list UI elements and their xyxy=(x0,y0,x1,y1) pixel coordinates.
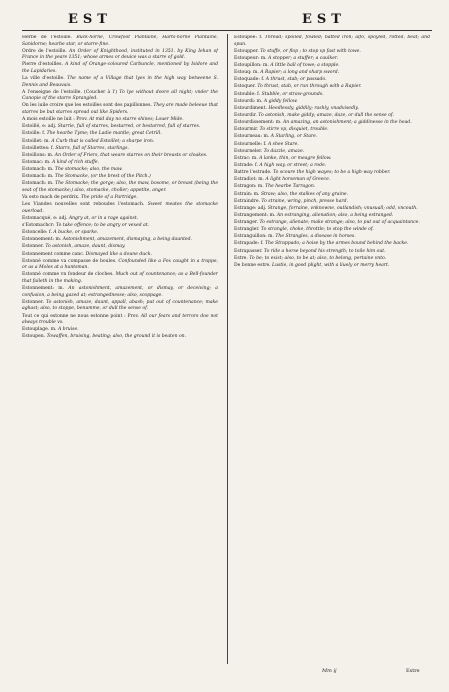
entry-translation: A stopper; a stuffer; a caulker. xyxy=(268,55,339,61)
entry-translation: To stuffe, or flop ; to stop vp fast with towe. xyxy=(260,48,361,54)
entry-headword: Battre l'estrade. xyxy=(234,170,272,176)
entry-translation: Starrs, full of Starres, starlings. xyxy=(55,145,129,151)
entry-headword: Estourneau: m. xyxy=(234,134,270,140)
entry-translation: A Starling, or Stare. xyxy=(270,134,318,140)
entry-headword: Estourdi: m. xyxy=(234,98,263,104)
dictionary-entry xyxy=(22,117,218,124)
dictionary-entry xyxy=(234,234,430,241)
dictionary-entry xyxy=(234,192,430,199)
entry-translation: To scoure the high wayes; to be a high-way robber. xyxy=(272,170,391,176)
entry-translation: Astonishment, amazement, dismaying, a being daunted. xyxy=(62,237,192,243)
entry-translation: Straw; also, the stalkes of any graine. xyxy=(260,191,349,197)
entry-headword: Estomach: m. xyxy=(22,167,54,173)
dictionary-entry xyxy=(22,174,218,181)
entry-headword: Estragon: m. xyxy=(234,184,264,190)
entry-translation: An estranging, alienation; also, a being estranged. xyxy=(276,212,394,218)
dictionary-entry xyxy=(22,139,218,146)
entry-translation: A bucke, or sparke. xyxy=(53,230,99,236)
entry-translation: Much out of countenance; as a Bell-founder that faileth in the making. xyxy=(22,272,218,284)
entry-translation: To be; to exist; also, to be at; also, to belong, pertaine vnto. xyxy=(249,255,387,261)
entry-headword: Estomacqué, e: adj. xyxy=(22,215,68,221)
entry-headword: Estourdir. xyxy=(234,112,257,118)
entry-translation: The Stomacke; the gorge; also, the maw, bosome, or breast (being the seat of the stomacke;) also, stomacke, choller; appetite, anger. xyxy=(22,181,218,193)
entry-headword: Estre. xyxy=(234,255,248,261)
entry-headword: Estoillé, e: adj. xyxy=(22,124,57,130)
entry-headword: Estranger. xyxy=(234,220,259,226)
dictionary-entry xyxy=(22,300,218,313)
dictionary-entry xyxy=(234,35,430,48)
entry-translation: Stubble, or straw-grounds. xyxy=(261,91,324,97)
dictionary-entry xyxy=(22,314,218,327)
dictionary-entry xyxy=(22,153,218,160)
entry-translation: The hearbe Tyme; the Ladie mantle; great Cetrill. xyxy=(46,131,162,137)
running-header xyxy=(22,10,432,30)
entry-headword: Estonné comme va compasse de boules. xyxy=(22,258,117,264)
entry-translation: The hearbe Tarragon. xyxy=(265,184,316,190)
entry-translation: An Order of Knighthood, instituted in 1351. by King Iehan of France in the yeare 1351; whose armes or deuice was a starre of gold. xyxy=(22,48,218,61)
entry-translation: To thrust, stab, or run through with a Rapier. xyxy=(257,84,362,90)
entry-headword: Estrapasser. xyxy=(234,248,263,254)
entry-headword: Estradiot: m. xyxy=(234,177,265,183)
dictionary-entry xyxy=(234,184,430,191)
dictionary-entry xyxy=(234,49,430,56)
entry-headword: Estoquer. xyxy=(234,84,256,90)
dictionary-entry xyxy=(22,167,218,174)
entry-translation: Towaffen, bruising, beating; also, the ground it is beaten on. xyxy=(46,334,187,340)
entry-translation: The pride of a Partridge. xyxy=(80,195,138,201)
header-left: EST xyxy=(68,12,112,27)
entry-headword: Estraindre. xyxy=(234,198,260,204)
left-column xyxy=(22,35,218,661)
entry-translation: To ride a horse beyond his strength; to toile him out. xyxy=(263,248,386,254)
entry-headword: Estrangement: m. xyxy=(234,212,276,218)
right-column xyxy=(234,35,430,661)
entry-headword: Estrapade: f. xyxy=(234,241,264,247)
entry-headword: Estourneler. xyxy=(234,148,263,154)
entry-headword: Estoupeur: m. xyxy=(234,55,267,61)
entry-translation: An Order of Friers, that weare starres on their breasts or cloakes. xyxy=(54,152,208,158)
dictionary-entry xyxy=(234,120,430,127)
dictionary-entry xyxy=(234,156,430,163)
entry-translation: A bruise. xyxy=(57,327,79,333)
dictionary-entry xyxy=(234,92,430,99)
entry-translation: A little ball of towe; a stopple. xyxy=(270,62,340,68)
entry-headword: Estoillettes: f. xyxy=(22,145,54,151)
entry-translation: A light horseman of Greece. xyxy=(265,177,331,183)
entry-headword: Estourdiment. xyxy=(234,105,267,111)
entry-translation: The Strappado; a hoise by the armes bound behind the backe. xyxy=(264,241,409,247)
dictionary-entry xyxy=(234,220,430,227)
entry-translation: A giddy fellow. xyxy=(263,98,298,104)
entry-translation: At mid day no starre shines; Louer Mide. xyxy=(89,117,184,123)
entry-headword: La ville d'estoille. xyxy=(22,76,65,82)
dictionary-entry xyxy=(22,223,218,230)
dictionary-entry xyxy=(234,84,430,91)
dictionary-entry xyxy=(22,131,218,138)
dictionary-entry xyxy=(22,286,218,299)
dictionary-entry xyxy=(234,199,430,206)
entry-translation: The Strangles, a disease in horses. xyxy=(275,234,356,240)
dictionary-entry xyxy=(22,237,218,244)
dictionary-entry xyxy=(22,202,218,215)
entry-translation: A kind of Orange-coloured Carbuncle, mentioned by Isidore and the Lapidaries. xyxy=(22,62,218,74)
dictionary-entry xyxy=(22,35,218,48)
dictionary-entry xyxy=(22,252,218,259)
dictionary-entry xyxy=(22,327,218,334)
dictionary-entry xyxy=(234,249,430,256)
entry-headword: Estonner. xyxy=(22,244,44,250)
dictionary-entry xyxy=(234,77,430,84)
dictionary-entry xyxy=(22,334,218,341)
entry-headword: Ordre de l'estoille. xyxy=(22,48,67,54)
entry-headword: Estoupée: f. xyxy=(234,35,263,40)
entry-translation: To astonish, amaze, daunt, dismay. xyxy=(45,244,126,250)
header-rule xyxy=(22,30,432,31)
dictionary-entry xyxy=(234,99,430,106)
dictionary-entry xyxy=(22,195,218,202)
entry-headword: Herbe de l'estoille. xyxy=(22,35,72,40)
dictionary-entry xyxy=(22,160,218,167)
entry-translation: To take offence; to be angry or vexed at. xyxy=(56,223,150,229)
entry-headword: Estoquade: f. xyxy=(234,77,265,83)
dictionary-entry xyxy=(234,170,430,177)
entry-translation: A Curb that is called Estoillet; a sharpe iron. xyxy=(51,138,155,144)
dictionary-entry xyxy=(22,216,218,223)
entry-headword: Estonnement comme canc. xyxy=(22,251,85,257)
entry-translation: To stirre vp, disquiet, trouble. xyxy=(259,127,329,133)
dictionary-entry xyxy=(22,49,218,62)
dictionary-entry xyxy=(234,113,430,120)
dictionary-page xyxy=(22,10,432,682)
entry-translation: To straine, wring, pinch, presse hard. xyxy=(261,198,348,204)
dictionary-entry xyxy=(234,213,430,220)
entry-translation: Lustie, in good plight, with a liuely or merry heart. xyxy=(272,262,390,268)
entry-translation: Confounded like a Fox caught in a trappe, or as a Moles at a huntsman. xyxy=(22,258,218,271)
dictionary-entry xyxy=(234,127,430,134)
entry-translation: Sweet meates the stomacke ouerload. xyxy=(22,202,218,214)
dictionary-entry xyxy=(234,177,430,184)
entry-headword: Estonner. xyxy=(22,299,44,305)
header-right: EST xyxy=(302,12,346,27)
dictionary-entry xyxy=(234,142,430,149)
entry-translation: They are made beleeue that starres be but starres spread out like Spiders. xyxy=(22,103,218,115)
dictionary-entry xyxy=(234,134,430,141)
entry-headword: Estrangler. xyxy=(234,227,260,233)
entry-translation: To strangle, choke, throttle; to stop the winde of. xyxy=(260,227,374,233)
entry-headword: Estoupillon: m. xyxy=(234,62,269,68)
entry-translation: Thread; spoiled, fowled; batted iron; alfo, spoyled, rotted, beat; and spun. xyxy=(234,35,430,47)
entry-headword: Estouble: f. xyxy=(234,91,261,97)
entry-headword: Estoille: f. xyxy=(22,131,46,137)
dictionary-entry xyxy=(234,241,430,248)
entry-headword: Estrange: adj. xyxy=(234,205,267,211)
dictionary-entry xyxy=(234,149,430,156)
column-divider xyxy=(227,34,228,664)
entry-headword: Va esto mach de perdrix. xyxy=(22,195,80,201)
entry-headword: Estomac: m. xyxy=(22,159,51,165)
entry-headword: Les Viandes nouvelles sont reboudes l'estomach. xyxy=(22,202,145,208)
entry-headword: On les iuile croire que les estoilles sont des papillonnes. xyxy=(22,103,152,109)
entry-translation: An amazing, an astonishment; a giddinesse in the head. xyxy=(283,120,412,126)
dictionary-entry xyxy=(22,272,218,285)
entry-translation: To lye without doore all night; vnder the Canopie of the starre Sprangled. xyxy=(22,89,218,102)
dictionary-entry xyxy=(234,206,430,213)
dictionary-entry xyxy=(22,146,218,153)
entry-headword: Estouplage. m. xyxy=(22,327,57,333)
entry-translation: To astonish, amaze, daunt, appall, abash; put out of countenance; make aghast; also, to stoppe, benumme, or dull the sense of. xyxy=(22,299,218,312)
dictionary-entry xyxy=(22,124,218,131)
entry-headword: Estoncelle: f. xyxy=(22,230,52,236)
entry-headword: Tout ce qui estonne ne nous estonne point : Prov. xyxy=(22,313,139,319)
entry-translation: A Rapier; a long and sharp sword. xyxy=(260,70,340,76)
entry-headword: De bonne estre. xyxy=(234,262,271,268)
dictionary-entry xyxy=(234,56,430,63)
entry-headword: Estoupper. xyxy=(234,48,259,54)
dictionary-entry xyxy=(234,263,430,270)
entry-headword: Estonnement: m. xyxy=(22,286,65,292)
dictionary-entry xyxy=(234,106,430,113)
entry-headword: Estomach: m. xyxy=(22,181,54,187)
dictionary-entry xyxy=(22,230,218,237)
dictionary-entry xyxy=(22,90,218,103)
entry-translation: Angry at, or in a rage against. xyxy=(68,215,139,221)
entry-translation: A thrust, stab; or passado. xyxy=(265,77,327,83)
entry-headword: Estournelle: f. xyxy=(234,141,267,147)
entry-headword: Estrain: m. xyxy=(234,191,260,197)
entry-headword: Estomach: m. xyxy=(22,174,54,180)
entry-headword: Pierre d'estoilles. xyxy=(22,62,63,68)
entry-headword: Estranguillon: m. xyxy=(234,234,274,240)
entry-headword: A l'enseigne de l'estoille. (Coucher à l') xyxy=(22,89,118,95)
dictionary-entry xyxy=(22,62,218,75)
signature-mark: Mm ij xyxy=(322,668,337,674)
entry-headword: Estonnement: m. xyxy=(22,237,62,243)
entry-translation: Starrie, full of starres, bestarred, or bestarred, full of starres. xyxy=(57,124,201,130)
entry-headword: Estourmir. xyxy=(234,127,259,133)
dictionary-entry xyxy=(234,163,430,170)
entry-translation: To astonish, make giddy; amaze, daze, or dull the sense of. xyxy=(258,112,394,118)
entry-translation: Heedlessly, giddily; rashly, vnadvisedly. xyxy=(268,105,359,111)
entry-headword: Estoillet: m. xyxy=(22,138,50,144)
entry-translation: A shee Stare. xyxy=(267,141,299,147)
entry-headword: Estrac: m. xyxy=(234,155,258,161)
entry-headword: A mois estoille ne luit : Prov. xyxy=(22,117,88,123)
dictionary-entry xyxy=(234,227,430,234)
entry-headword: s'Estomachcr: xyxy=(22,223,56,229)
entry-translation: To dazzle, amaze. xyxy=(263,148,305,154)
dictionary-entry xyxy=(22,259,218,272)
entry-translation: Buck-horne, Crowfoot Plantaine, Harts-horne Plantaine, Sanidorne; hearbe star, or starre-fine. xyxy=(22,35,218,47)
entry-headword: Estrade: f. xyxy=(234,162,258,168)
dictionary-entry xyxy=(22,244,218,251)
entry-translation: Strange, forraine, vnknowne, outlandish; vnusuall; odd, vncouth. xyxy=(267,205,418,211)
entry-headword: Estoillons: m. xyxy=(22,152,54,158)
catchword: Estre xyxy=(406,668,420,674)
entry-translation: A lanke, thin, or meagre fellow. xyxy=(259,155,332,161)
entry-translation: All our fears and terrors doe not always trouble vs. xyxy=(22,313,218,326)
entry-translation: The name of a Village that lyes in the high way betweene S. Dennis and Beauvais. xyxy=(22,76,218,88)
entry-translation: Dismayed like a doune duck. xyxy=(85,251,152,257)
entry-translation: A kind of rich stuffe. xyxy=(51,159,100,165)
entry-translation: The Stomacke, (or the brest of the Pitch.) xyxy=(54,174,151,180)
entry-translation: A high way, or street; a rode. xyxy=(259,162,327,168)
entry-headword: Estouq: m. xyxy=(234,70,259,76)
dictionary-entry xyxy=(234,256,430,263)
entry-translation: An astonishment, amazement, or dismay, or deceiving; a confusion, a being gazed at; estrangednesse; also, scoppage. xyxy=(22,286,218,298)
entry-headword: Estourdissement: m. xyxy=(234,120,282,126)
entry-headword: Estoupen. xyxy=(22,334,46,340)
entry-translation: To estrange, alienate; make strange; also, to put out of acquaintance. xyxy=(259,220,420,226)
entry-translation: The stomacke; also, the maw. xyxy=(54,167,123,173)
dictionary-entry xyxy=(234,70,430,77)
dictionary-entry xyxy=(22,76,218,89)
dictionary-entry xyxy=(234,63,430,70)
dictionary-entry xyxy=(22,181,218,194)
entry-headword: Estonné comme vn fondeur de cloches. xyxy=(22,272,114,278)
dictionary-entry xyxy=(22,103,218,116)
